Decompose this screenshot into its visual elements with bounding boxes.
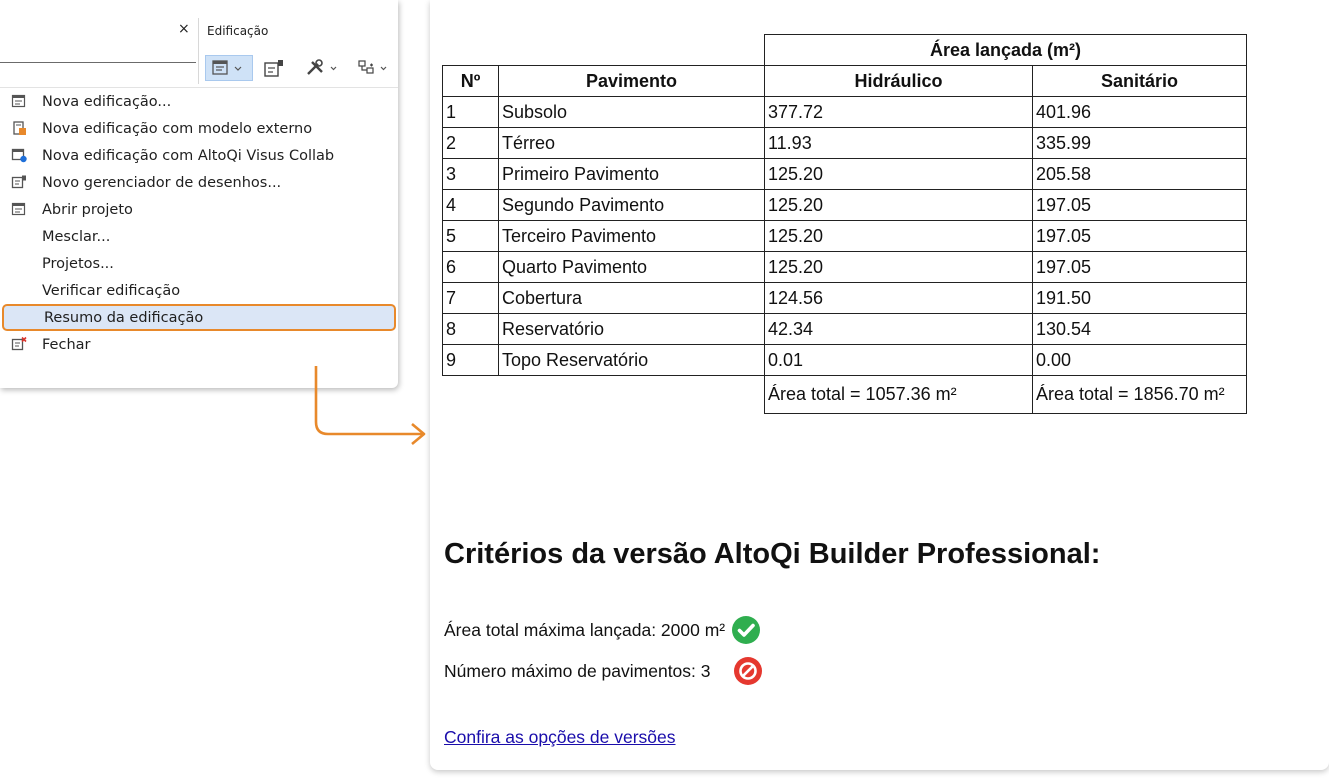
orange-arrow-connector [300,360,430,450]
table-cell: 5 [443,221,499,252]
table-row [443,190,1247,221]
menu-item-label: Nova edificação com AltoQi Visus Collab [42,147,335,164]
prohibited-icon [733,656,763,686]
table-header-row [443,66,1247,97]
drawing-manager-icon [263,58,285,78]
menu-item-drawing-manager[interactable] [0,169,398,196]
table-cell: Terceiro Pavimento [499,221,765,252]
table-row [443,345,1247,376]
drawing-manager-icon [11,174,27,190]
menu-item-close-building[interactable] [0,331,398,358]
building-summary-report [430,0,1329,770]
table-cell: 1 [443,97,499,128]
table-cell: 197.05 [1033,221,1247,252]
tools-dropdown-button[interactable] [303,55,343,81]
external-model-icon [11,120,27,136]
menu-item-building-summary[interactable] [2,304,396,331]
column-header: Nº [443,66,499,97]
menu-item-verify-building[interactable] [0,277,398,304]
menu-item-external-model[interactable] [0,115,398,142]
criteria-title: Critérios da versão AltoQi Builder Professional: [444,538,1101,570]
table-cell: 42.34 [765,314,1033,345]
menu-item-label: Fechar [42,336,91,353]
criteria-label: Número máximo de pavimentos: 3 [444,660,711,681]
building-icon [209,59,249,77]
table-cell: Subsolo [499,97,765,128]
table-cell: 2 [443,128,499,159]
table-cell: 197.05 [1033,252,1247,283]
table-cell: 401.96 [1033,97,1247,128]
table-row [443,314,1247,345]
table-row [443,283,1247,314]
table-cell: 0.01 [765,345,1033,376]
table-cell: 6 [443,252,499,283]
table-cell: 125.20 [765,190,1033,221]
search-input[interactable] [0,14,196,62]
table-cell: 0.00 [1033,345,1247,376]
drawing-manager-button[interactable] [259,55,289,81]
table-cell: 335.99 [1033,128,1247,159]
table-cell: 8 [443,314,499,345]
menu-item-label: Mesclar... [42,228,111,245]
menu-item-label: Nova edificação com modelo externo [42,120,313,137]
open-project-icon [11,201,27,217]
table-cell: Cobertura [499,283,765,314]
menu-item-label: Novo gerenciador de desenhos... [42,174,282,191]
table-row [443,159,1247,190]
menu-item-label: Verificar edificação [42,282,181,299]
table-cell: Segundo Pavimento [499,190,765,221]
ribbon-group-title: Edificação [207,24,269,38]
table-cell: 125.20 [765,252,1033,283]
menu-item-label: Abrir projeto [42,201,133,218]
table-cell: 125.20 [765,159,1033,190]
table-cell: 11.93 [765,128,1033,159]
check-circle-icon [731,615,761,645]
table-cell: 197.05 [1033,190,1247,221]
column-header: Pavimento [499,66,765,97]
table-cell: 205.58 [1033,159,1247,190]
table-cell: Quarto Pavimento [499,252,765,283]
criteria-max-area [444,615,761,645]
table-cell: 4 [443,190,499,221]
criteria-max-floors [444,656,763,686]
ribbon-divider [198,18,199,84]
search-underline [0,62,196,63]
ribbon-button-row [205,55,395,81]
table-cell: 3 [443,159,499,190]
close-icon[interactable]: × [178,21,190,37]
table-cell: Primeiro Pavimento [499,159,765,190]
table-row [443,221,1247,252]
total-sanitario: Área total = 1856.70 m² [1033,376,1247,414]
table-cell: 191.50 [1033,283,1247,314]
close-building-icon [11,336,27,352]
area-table [442,34,1247,414]
menu-item-projects[interactable] [0,250,398,277]
menu-item-label: Nova edificação... [42,93,172,110]
building-dropdown-button[interactable] [205,55,253,81]
menu-item-visus-collab[interactable] [0,142,398,169]
tree-dropdown-button[interactable] [355,55,393,81]
new-building-icon [11,93,27,109]
table-row [443,252,1247,283]
table-row [443,97,1247,128]
table-group-header: Área lançada (m²) [765,35,1247,66]
table-cell: 124.56 [765,283,1033,314]
menu-item-label: Projetos... [42,255,114,272]
visus-collab-icon [11,147,27,163]
table-cell: Térreo [499,128,765,159]
column-header: Sanitário [1033,66,1247,97]
table-cell: 125.20 [765,221,1033,252]
table-cell: 377.72 [765,97,1033,128]
table-cell: 130.54 [1033,314,1247,345]
total-hidraulico: Área total = 1057.36 m² [765,376,1033,414]
table-cell: Topo Reservatório [499,345,765,376]
building-menu-panel [0,0,398,388]
table-row [443,128,1247,159]
criteria-label: Área total máxima lançada: 2000 m² [444,619,726,640]
menu-item-label: Resumo da edificação [44,309,204,326]
version-options-link[interactable]: Confira as opções de versões [444,727,676,747]
table-cell: Reservatório [499,314,765,345]
menu-item-merge[interactable] [0,223,398,250]
table-cell: 9 [443,345,499,376]
menu-item-open-project[interactable] [0,196,398,223]
table-cell: 7 [443,283,499,314]
menu-item-new-building[interactable] [0,88,398,115]
tree-icon [356,58,392,78]
table-group-header-row [443,35,1247,66]
menu-list [0,88,398,358]
column-header: Hidráulico [765,66,1033,97]
tools-icon [304,58,342,78]
table-total-row [443,376,1247,414]
